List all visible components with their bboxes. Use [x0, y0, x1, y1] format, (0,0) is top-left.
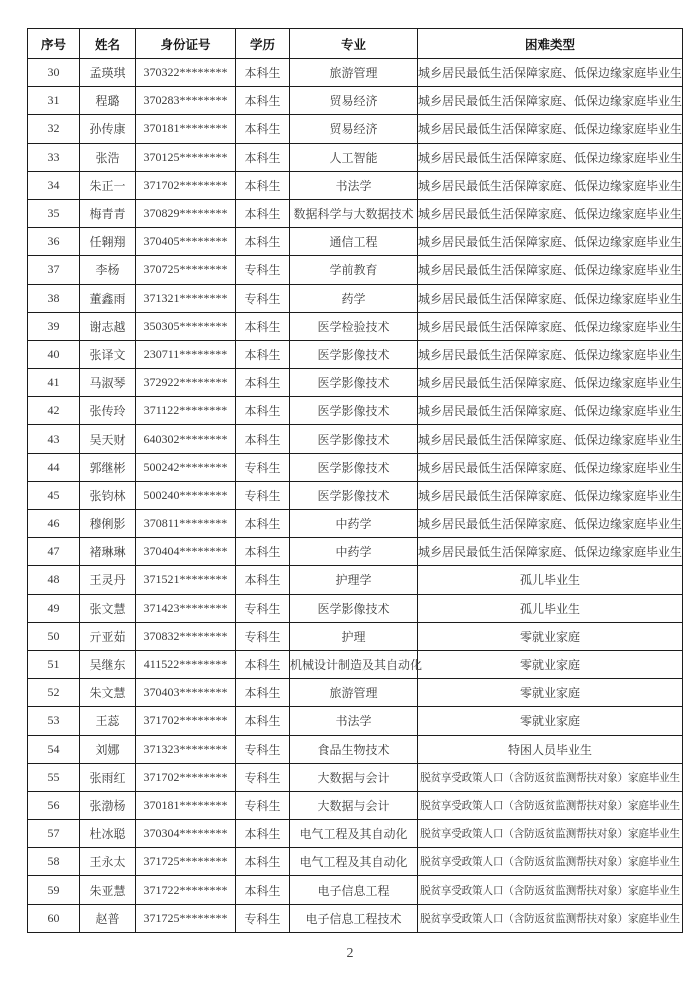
table-row [28, 425, 683, 453]
cell-difficulty: 城乡居民最低生活保障家庭、低保边缘家庭毕业生 [418, 143, 683, 171]
table-row [28, 594, 683, 622]
table-row [28, 820, 683, 848]
cell-major: 电气工程及其自动化 [290, 820, 418, 848]
table-row [28, 284, 683, 312]
cell-id-number: 370829******** [136, 199, 236, 227]
cell-seq: 39 [28, 312, 80, 340]
cell-name: 程璐 [80, 87, 136, 115]
cell-degree: 专科生 [236, 594, 290, 622]
cell-id-number: 371321******** [136, 284, 236, 312]
cell-id-number: 371725******** [136, 848, 236, 876]
cell-major: 数据科学与大数据技术 [290, 199, 418, 227]
table-row [28, 510, 683, 538]
table-row [28, 538, 683, 566]
cell-seq: 52 [28, 679, 80, 707]
cell-major: 医学影像技术 [290, 340, 418, 368]
cell-degree: 本科生 [236, 820, 290, 848]
cell-major: 电子信息工程技术 [290, 904, 418, 932]
cell-major: 通信工程 [290, 228, 418, 256]
header-degree: 学历 [236, 29, 290, 59]
cell-major: 书法学 [290, 707, 418, 735]
cell-name: 赵普 [80, 904, 136, 932]
cell-difficulty: 城乡居民最低生活保障家庭、低保边缘家庭毕业生 [418, 481, 683, 509]
cell-seq: 42 [28, 397, 80, 425]
cell-id-number: 500242******** [136, 453, 236, 481]
cell-name: 朱正一 [80, 171, 136, 199]
cell-degree: 本科生 [236, 707, 290, 735]
cell-degree: 本科生 [236, 650, 290, 678]
cell-major: 护理 [290, 622, 418, 650]
cell-seq: 30 [28, 59, 80, 87]
cell-id-number: 370811******** [136, 510, 236, 538]
cell-name: 李杨 [80, 256, 136, 284]
cell-degree: 本科生 [236, 115, 290, 143]
cell-id-number: 370181******** [136, 791, 236, 819]
cell-id-number: 371423******** [136, 594, 236, 622]
cell-major: 大数据与会计 [290, 763, 418, 791]
table-row [28, 650, 683, 678]
table-row [28, 171, 683, 199]
cell-seq: 54 [28, 735, 80, 763]
cell-name: 褚琳琳 [80, 538, 136, 566]
cell-difficulty: 零就业家庭 [418, 650, 683, 678]
cell-major: 机械设计制造及其自动化 [290, 650, 418, 678]
cell-seq: 37 [28, 256, 80, 284]
cell-difficulty: 城乡居民最低生活保障家庭、低保边缘家庭毕业生 [418, 228, 683, 256]
cell-major: 医学影像技术 [290, 425, 418, 453]
cell-name: 张译文 [80, 340, 136, 368]
table-row [28, 876, 683, 904]
cell-seq: 47 [28, 538, 80, 566]
cell-seq: 60 [28, 904, 80, 932]
cell-name: 刘娜 [80, 735, 136, 763]
cell-seq: 32 [28, 115, 80, 143]
header-difficulty: 困难类型 [418, 29, 683, 59]
cell-difficulty: 城乡居民最低生活保障家庭、低保边缘家庭毕业生 [418, 284, 683, 312]
cell-difficulty: 脱贫享受政策人口（含防返贫监测帮扶对象）家庭毕业生 [418, 820, 683, 848]
cell-major: 中药学 [290, 510, 418, 538]
cell-difficulty: 脱贫享受政策人口（含防返贫监测帮扶对象）家庭毕业生 [418, 876, 683, 904]
cell-name: 马淑琴 [80, 369, 136, 397]
cell-major: 贸易经济 [290, 115, 418, 143]
cell-seq: 58 [28, 848, 80, 876]
cell-difficulty: 脱贫享受政策人口（含防返贫监测帮扶对象）家庭毕业生 [418, 848, 683, 876]
cell-id-number: 370283******** [136, 87, 236, 115]
cell-seq: 46 [28, 510, 80, 538]
cell-name: 孙传康 [80, 115, 136, 143]
cell-id-number: 372922******** [136, 369, 236, 397]
cell-major: 医学影像技术 [290, 453, 418, 481]
cell-id-number: 370181******** [136, 115, 236, 143]
table-row [28, 87, 683, 115]
cell-difficulty: 城乡居民最低生活保障家庭、低保边缘家庭毕业生 [418, 199, 683, 227]
cell-degree: 本科生 [236, 876, 290, 904]
cell-id-number: 230711******** [136, 340, 236, 368]
cell-degree: 本科生 [236, 143, 290, 171]
table-row [28, 707, 683, 735]
cell-seq: 48 [28, 566, 80, 594]
roster-table [27, 28, 683, 933]
table-row [28, 397, 683, 425]
cell-degree: 本科生 [236, 848, 290, 876]
cell-seq: 49 [28, 594, 80, 622]
cell-difficulty: 零就业家庭 [418, 622, 683, 650]
table-header [28, 29, 683, 59]
cell-seq: 45 [28, 481, 80, 509]
cell-seq: 38 [28, 284, 80, 312]
table-row [28, 369, 683, 397]
cell-seq: 43 [28, 425, 80, 453]
cell-name: 梅青青 [80, 199, 136, 227]
table-body [28, 59, 683, 933]
cell-id-number: 371323******** [136, 735, 236, 763]
cell-degree: 专科生 [236, 284, 290, 312]
cell-difficulty: 城乡居民最低生活保障家庭、低保边缘家庭毕业生 [418, 115, 683, 143]
cell-id-number: 370403******** [136, 679, 236, 707]
cell-major: 大数据与会计 [290, 791, 418, 819]
table-row [28, 791, 683, 819]
table-row [28, 143, 683, 171]
cell-name: 谢志越 [80, 312, 136, 340]
cell-difficulty: 城乡居民最低生活保障家庭、低保边缘家庭毕业生 [418, 312, 683, 340]
cell-difficulty: 城乡居民最低生活保障家庭、低保边缘家庭毕业生 [418, 538, 683, 566]
cell-difficulty: 零就业家庭 [418, 707, 683, 735]
cell-seq: 51 [28, 650, 80, 678]
table-row [28, 59, 683, 87]
cell-major: 医学影像技术 [290, 397, 418, 425]
cell-difficulty: 脱贫享受政策人口（含防返贫监测帮扶对象）家庭毕业生 [418, 763, 683, 791]
cell-name: 王灵丹 [80, 566, 136, 594]
cell-name: 任翱翔 [80, 228, 136, 256]
cell-seq: 33 [28, 143, 80, 171]
cell-degree: 本科生 [236, 397, 290, 425]
cell-degree: 专科生 [236, 453, 290, 481]
cell-degree: 专科生 [236, 763, 290, 791]
cell-name: 孟瑛琪 [80, 59, 136, 87]
cell-seq: 55 [28, 763, 80, 791]
table-row [28, 735, 683, 763]
cell-major: 电气工程及其自动化 [290, 848, 418, 876]
cell-degree: 本科生 [236, 199, 290, 227]
header-major: 专业 [290, 29, 418, 59]
cell-seq: 44 [28, 453, 80, 481]
cell-name: 穆俐影 [80, 510, 136, 538]
cell-degree: 本科生 [236, 312, 290, 340]
cell-name: 朱文慧 [80, 679, 136, 707]
cell-degree: 本科生 [236, 171, 290, 199]
cell-difficulty: 城乡居民最低生活保障家庭、低保边缘家庭毕业生 [418, 171, 683, 199]
cell-major: 医学检验技术 [290, 312, 418, 340]
cell-name: 董鑫雨 [80, 284, 136, 312]
cell-difficulty: 城乡居民最低生活保障家庭、低保边缘家庭毕业生 [418, 453, 683, 481]
table-row [28, 481, 683, 509]
table-row [28, 566, 683, 594]
cell-degree: 专科生 [236, 622, 290, 650]
cell-seq: 50 [28, 622, 80, 650]
table-row [28, 340, 683, 368]
table-row [28, 228, 683, 256]
cell-major: 护理学 [290, 566, 418, 594]
cell-name: 朱亚慧 [80, 876, 136, 904]
cell-id-number: 640302******** [136, 425, 236, 453]
cell-id-number: 370832******** [136, 622, 236, 650]
cell-difficulty: 城乡居民最低生活保障家庭、低保边缘家庭毕业生 [418, 87, 683, 115]
table-row [28, 679, 683, 707]
cell-difficulty: 孤儿毕业生 [418, 594, 683, 622]
table-row [28, 622, 683, 650]
cell-major: 食品生物技术 [290, 735, 418, 763]
cell-degree: 本科生 [236, 538, 290, 566]
cell-degree: 本科生 [236, 679, 290, 707]
cell-degree: 本科生 [236, 340, 290, 368]
cell-major: 旅游管理 [290, 679, 418, 707]
cell-difficulty: 城乡居民最低生活保障家庭、低保边缘家庭毕业生 [418, 59, 683, 87]
table-row [28, 312, 683, 340]
table-row [28, 848, 683, 876]
cell-major: 医学影像技术 [290, 594, 418, 622]
cell-id-number: 370405******** [136, 228, 236, 256]
cell-id-number: 371722******** [136, 876, 236, 904]
cell-id-number: 371702******** [136, 171, 236, 199]
cell-difficulty: 孤儿毕业生 [418, 566, 683, 594]
cell-seq: 35 [28, 199, 80, 227]
cell-name: 吴继东 [80, 650, 136, 678]
cell-difficulty: 城乡居民最低生活保障家庭、低保边缘家庭毕业生 [418, 425, 683, 453]
cell-name: 张传玲 [80, 397, 136, 425]
cell-name: 张钧林 [80, 481, 136, 509]
cell-id-number: 370125******** [136, 143, 236, 171]
cell-degree: 本科生 [236, 566, 290, 594]
cell-major: 旅游管理 [290, 59, 418, 87]
cell-major: 人工智能 [290, 143, 418, 171]
header-seq: 序号 [28, 29, 80, 59]
cell-degree: 专科生 [236, 904, 290, 932]
header-row [28, 29, 683, 59]
cell-degree: 专科生 [236, 256, 290, 284]
cell-id-number: 350305******** [136, 312, 236, 340]
cell-name: 张文慧 [80, 594, 136, 622]
cell-major: 电子信息工程 [290, 876, 418, 904]
cell-id-number: 371702******** [136, 763, 236, 791]
cell-name: 王永太 [80, 848, 136, 876]
cell-degree: 本科生 [236, 510, 290, 538]
cell-difficulty: 脱贫享受政策人口（含防返贫监测帮扶对象）家庭毕业生 [418, 791, 683, 819]
cell-id-number: 371725******** [136, 904, 236, 932]
cell-major: 学前教育 [290, 256, 418, 284]
cell-seq: 56 [28, 791, 80, 819]
cell-id-number: 371521******** [136, 566, 236, 594]
cell-id-number: 370404******** [136, 538, 236, 566]
cell-difficulty: 城乡居民最低生活保障家庭、低保边缘家庭毕业生 [418, 397, 683, 425]
cell-major: 医学影像技术 [290, 369, 418, 397]
cell-id-number: 411522******** [136, 650, 236, 678]
cell-id-number: 371122******** [136, 397, 236, 425]
cell-degree: 专科生 [236, 481, 290, 509]
cell-name: 杜冰聪 [80, 820, 136, 848]
cell-difficulty: 城乡居民最低生活保障家庭、低保边缘家庭毕业生 [418, 510, 683, 538]
cell-major: 药学 [290, 284, 418, 312]
cell-seq: 41 [28, 369, 80, 397]
cell-difficulty: 城乡居民最低生活保障家庭、低保边缘家庭毕业生 [418, 256, 683, 284]
cell-difficulty: 特困人员毕业生 [418, 735, 683, 763]
cell-name: 吴天财 [80, 425, 136, 453]
cell-degree: 本科生 [236, 228, 290, 256]
cell-id-number: 370322******** [136, 59, 236, 87]
cell-seq: 34 [28, 171, 80, 199]
cell-degree: 本科生 [236, 425, 290, 453]
cell-difficulty: 城乡居民最低生活保障家庭、低保边缘家庭毕业生 [418, 369, 683, 397]
table-row [28, 256, 683, 284]
cell-seq: 53 [28, 707, 80, 735]
cell-id-number: 370304******** [136, 820, 236, 848]
cell-degree: 本科生 [236, 369, 290, 397]
cell-id-number: 500240******** [136, 481, 236, 509]
cell-difficulty: 脱贫享受政策人口（含防返贫监测帮扶对象）家庭毕业生 [418, 904, 683, 932]
cell-name: 张渤杨 [80, 791, 136, 819]
cell-major: 贸易经济 [290, 87, 418, 115]
header-name: 姓名 [80, 29, 136, 59]
cell-degree: 本科生 [236, 59, 290, 87]
cell-major: 中药学 [290, 538, 418, 566]
table-row [28, 904, 683, 932]
cell-seq: 40 [28, 340, 80, 368]
table-row [28, 199, 683, 227]
cell-id-number: 371702******** [136, 707, 236, 735]
cell-name: 王蕊 [80, 707, 136, 735]
table-row [28, 115, 683, 143]
cell-degree: 本科生 [236, 87, 290, 115]
cell-id-number: 370725******** [136, 256, 236, 284]
cell-degree: 专科生 [236, 791, 290, 819]
cell-name: 张浩 [80, 143, 136, 171]
page-number: 2 [346, 946, 354, 961]
cell-seq: 36 [28, 228, 80, 256]
cell-seq: 31 [28, 87, 80, 115]
table-row [28, 763, 683, 791]
cell-degree: 专科生 [236, 735, 290, 763]
cell-name: 郭继彬 [80, 453, 136, 481]
cell-name: 张雨红 [80, 763, 136, 791]
cell-difficulty: 零就业家庭 [418, 679, 683, 707]
cell-major: 医学影像技术 [290, 481, 418, 509]
cell-major: 书法学 [290, 171, 418, 199]
table-row [28, 453, 683, 481]
cell-seq: 57 [28, 820, 80, 848]
cell-name: 亓亚茹 [80, 622, 136, 650]
cell-difficulty: 城乡居民最低生活保障家庭、低保边缘家庭毕业生 [418, 340, 683, 368]
header-id-number: 身份证号 [136, 29, 236, 59]
cell-seq: 59 [28, 876, 80, 904]
